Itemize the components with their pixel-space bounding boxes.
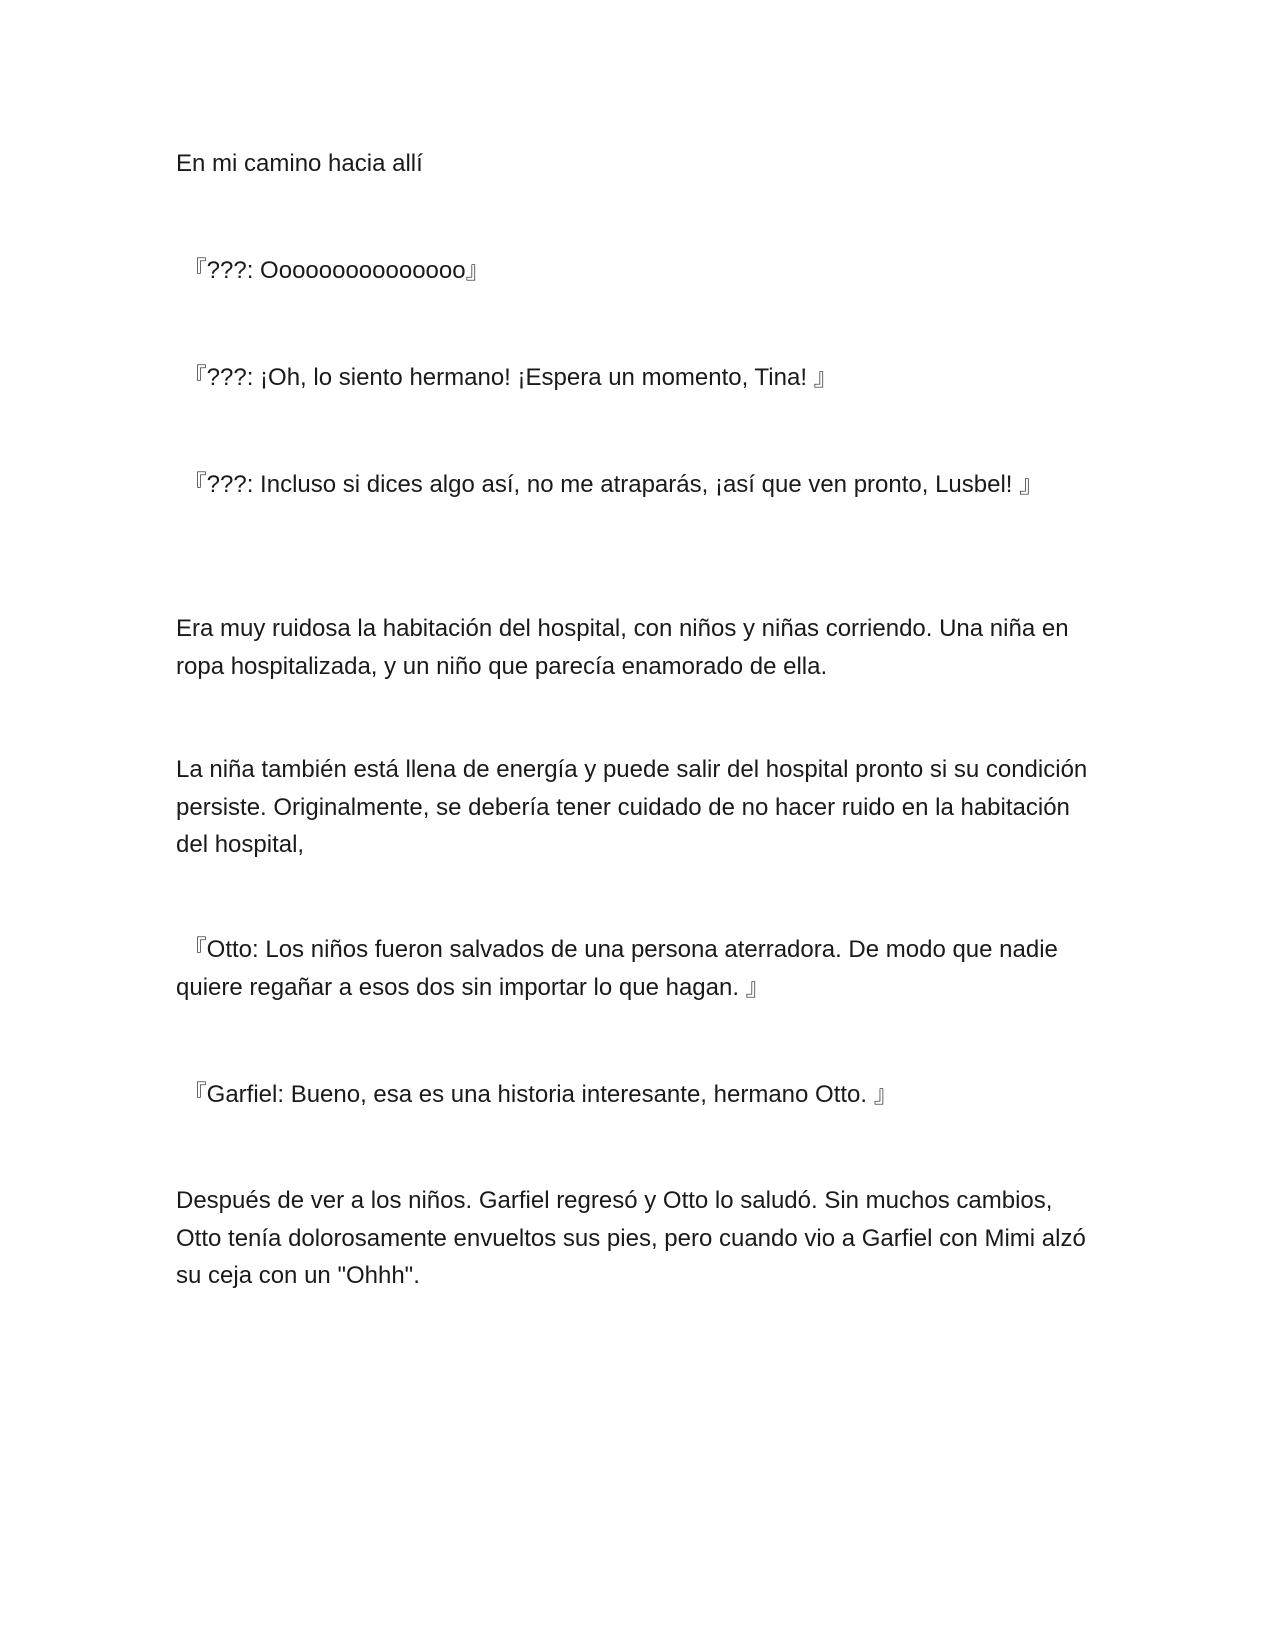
- narration-paragraph: Era muy ruidosa la habitación del hospital, con niños y niñas corriendo. Una niña en ropa hospitalizada, y un niño que parecía enamorado de ella.: [176, 615, 1076, 680]
- narration-paragraph: En mi camino hacia allí: [176, 150, 423, 177]
- narration-paragraph: La niña también está llena de energía y puede salir del hospital pronto si su condición persiste. Originalmente, se debería tener cuidado de no hacer ruido en la habitación del hospital,: [176, 756, 1094, 858]
- dialogue-line: 『???: Ooooooooooooooo』: [176, 257, 490, 284]
- dialogue-line: 『???: Incluso si dices algo así, no me atraparás, ¡así que ven pronto, Lusbel! 』: [176, 471, 1044, 498]
- dialogue-line: 『Garfiel: Bueno, esa es una historia interesante, hermano Otto. 』: [176, 1081, 898, 1108]
- dialogue-line: 『Otto: Los niños fueron salvados de una persona aterradora. De modo que nadie quiere regañar a esos dos sin importar lo que hagan. 』: [176, 936, 1065, 1001]
- narration-paragraph: Después de ver a los niños. Garfiel regresó y Otto lo saludó. Sin muchos cambios, Otto tenía dolorosamente envueltos sus pies, pero cuando vio a Garfiel con Mimi alzó su ceja con un "Ohhh".: [176, 1187, 1093, 1289]
- dialogue-line: 『???: ¡Oh, lo siento hermano! ¡Espera un momento, Tina! 』: [176, 364, 838, 391]
